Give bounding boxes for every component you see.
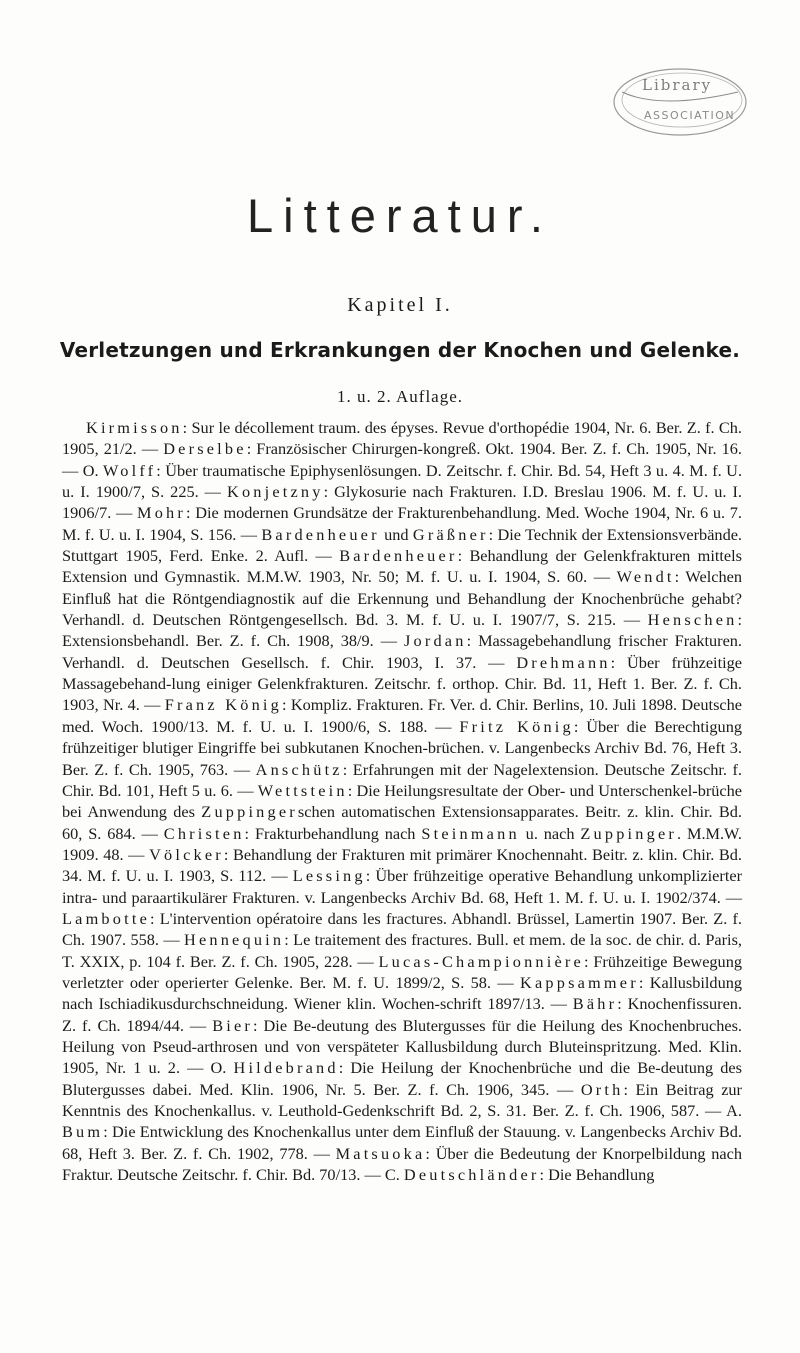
entry-text: : Kompliz. Frakturen. Fr. Ver. d. Chir. Berlins, 10. Juli 1898. Deutsche med. Woch. 1900/13. M. f. U. u. I. 1900/6, S. 188. — [62, 695, 742, 736]
entry-author: Bähr [572, 994, 618, 1014]
svg-text:ASSOCIATION: ASSOCIATION [644, 109, 736, 122]
entry-author: Konjetzny [226, 482, 324, 502]
edition-note: 1. u. 2. Auflage. [336, 387, 464, 406]
entry-author: Jordan [403, 631, 467, 651]
entry-text: : Sur le décollement traum. des épyses. Revue d'orthopédie 1904, Nr. 6. Ber. Z. f. Ch. 1905, 21/2. — [62, 418, 742, 459]
entry-author: Völcker [149, 844, 224, 864]
entry-text: : Glykosurie nach Frakturen. I.D. Breslau 1906. M. f. U. u. I. 1906/7. — [62, 482, 742, 523]
entry-author: Henschen [647, 610, 738, 630]
page-title: Litteratur. [247, 189, 553, 242]
entry-text: : Die Technik der Extensionsverbände. Stuttgart 1905, Ferd. Enke. 2. Aufl. — [62, 524, 743, 566]
entry-text: : Französischer Chirurgen-kongreß. Okt. 1904. Ber. Z. f. Ch. 1905, Nr. 16. — O. [62, 439, 742, 480]
entry-author: Wettstein [257, 780, 348, 800]
entry-text: : Über die Berechtigung frühzeitiger blutiger Eingriffe bei subkutanen Knochen-brüchen. v. Langenbecks Archiv Bd. 76, Heft 3. Ber. Z. f. Ch. 1905, 763. — [62, 716, 742, 779]
entry-text: : Extensionsbehandl. Ber. Z. f. Ch. 1908, 38/9. — [62, 610, 742, 651]
entry-text: : Über traumatische Epiphysenlösungen. D. Zeitschr. f. Chir. Bd. 54, Heft 3 u. 4. M. f. U. u. I. 1900/7, S. 225. — [62, 460, 743, 502]
entry-author: Mohr [137, 503, 187, 523]
entry-author: Bardenheuer [261, 524, 380, 544]
entry-text: : Über frühzeitige Massagebehand-lung einiger Gelenkfrakturen. Zeitschr. f. orthop. Chir. Bd. 11, Heft 1. Ber. Z. f. Ch. 1903, Nr. 4. — [62, 652, 742, 715]
entry-text: : Le traitement des fractures. Bull. et mem. de la soc. de chir. d. Paris, T. XXIX, p. 104 f. Ber. Z. f. Ch. 1905, 228. — [62, 930, 742, 971]
entry-author: Wolff [103, 460, 157, 480]
entry-text: : Ein Beitrag zur Kenntnis des Knochenkallus. v. Leuthold-Gedenkschrift Bd. 2, S. 31. Ber. Z. f. Ch. 1906, 587. — A. [62, 1079, 742, 1120]
bibliography-paragraph [62, 417, 742, 1185]
entry-author: Lessing [292, 866, 366, 886]
entry-author: Zuppinger [201, 802, 298, 822]
entry-author: Bum [62, 1122, 104, 1142]
entry-author: Kappsammer [520, 972, 639, 992]
entry-author: Anschütz [255, 759, 343, 779]
entry-author: Franz König [164, 695, 283, 715]
entry-text: : Die Be-deutung des Blutergusses für die Heilung des Knochenbruches. Heilung von Pseud-arthrosen und von verspäteter Kallusbildung durch Bluteinspritzung. Med. Klin. 1905, Nr. 1 u. 2. — O. [62, 1015, 742, 1078]
library-stamp [600, 62, 750, 140]
entry-author: Lucas-Championnière [378, 951, 584, 971]
entry-text: : Die Heilung der Knochenbrüche und die Be-deutung des Blutergusses dabei. Med. Klin. 1906, Nr. 5. Ber. Z. f. Ch. 1906, 345. — [62, 1058, 742, 1099]
entry-author: Bardenheuer [339, 546, 458, 566]
entry-author: Drehmann [516, 652, 611, 672]
entry-text: : Behandlung der Frakturen mit primärer Knochennaht. Beitr. z. klin. Chir. Bd. 34. M. f. U. u. I. 1903, S. 112. — [62, 844, 742, 886]
entry-author: Hildebrand [233, 1058, 339, 1078]
entry-author: Zuppinger [580, 823, 678, 843]
entry-text: : Die Entwicklung des Knochenkallus unter dem Einfluß der Stauung. v. Langenbecks Archiv Bd. 68, Heft 3. Ber. Z. f. Ch. 1902, 778. — [62, 1122, 742, 1163]
entry-author: Wendt [616, 567, 675, 587]
entry-text: : Welchen Einfluß hat die Röntgendiagnostik auf die Erkennung und Behandlung der Knochenbrüche gehabt? Verhandl. d. Deutschen Röntgengesellsch. Bd. 3. M. f. U. u. I. 1907/7, S. 215. — [62, 567, 742, 630]
entry-text: : Kallusbildung nach Ischiadikusdurchschneidung. Wiener klin. Wochen-schrift 1897/13. — [62, 972, 742, 1014]
entry-author: Fritz König [459, 716, 574, 736]
entry-text: : Über frühzeitige operative Behandlung unkomplizierter intra- und paraartikulärer Frakturen. v. Langenbecks Archiv Bd. 68, Heft 1. M. f. U. u. I. 1902/374. — [62, 866, 742, 907]
entry-author: Kirmisson [86, 418, 183, 437]
entry-text: : Frakturbehandlung nach [244, 823, 422, 843]
entry-author: Lambotte [62, 908, 150, 928]
entry-text: : Erfahrungen mit der Nagelextension. Deutsche Zeitschr. f. Chir. Bd. 101, Heft 5 u. 6. — [62, 759, 742, 800]
entry-author: Gräßner [412, 524, 489, 544]
entry-author: Christen [163, 823, 245, 843]
entry-author: Hennequin [183, 930, 285, 950]
entry-text: und [379, 524, 413, 544]
entry-text: : Behandlung der Gelenkfrakturen mittels Extension und Gymnastik. M.M.W. 1903, Nr. 50; M. f. U. u. I. 1904, S. 60. — [62, 546, 742, 587]
entry-text: : Die modernen Grundsätze der Frakturenbehandlung. Med. Woche 1904, Nr. 6 u. 7. M. f. U. u. I. 1904, S. 156. — [62, 503, 742, 544]
section-title: Verletzungen und Erkrankungen der Knochen und Gelenke. [59, 338, 741, 362]
entry-author: Deutschländer [403, 1165, 540, 1185]
entry-text: . M.M.W. 1909. 48. — [62, 823, 743, 864]
entry-text: : Über die Bedeutung der Knorpelbildung nach Fraktur. Deutsche Zeitschr. f. Chir. Bd. 70/13. — C. [62, 1143, 743, 1185]
entry-text: : Massagebehandlung frischer Frakturen. Verhandl. d. Deutschen Gesellsch. f. Chir. 1903, I. 37. — [62, 631, 743, 672]
entry-author: Matsuoka [335, 1143, 426, 1163]
entry-text: : Frühzeitige Bewegung verletzter oder operierter Gelenke. Ber. M. f. U. 1899/2, S. 58. — [62, 951, 742, 992]
library-stamp-icon [600, 62, 750, 140]
entry-text: : Knochenfissuren. Z. f. Ch. 1894/44. — [62, 994, 743, 1035]
entry-text: u. nach [519, 823, 581, 843]
entry-author: Orth [580, 1079, 624, 1099]
svg-text:Library: Library [642, 76, 713, 94]
entry-text: : Die Behandlung [539, 1165, 655, 1185]
entry-author: Bier [212, 1015, 254, 1035]
entry-author: Derselbe [163, 439, 247, 459]
entry-text: : Die Heilungsresultate der Ober- und Unterschenkel-brüche bei Anwendung des [62, 780, 743, 822]
chapter-heading: Kapitel I. [347, 294, 453, 316]
entry-author: Steinmann [421, 823, 520, 843]
entry-text: schen automatischen Extensionsapparates. Beitr. z. klin. Chir. Bd. 60, S. 684. — [62, 802, 742, 843]
entry-text: : L'intervention opératoire dans les fractures. Abhandl. Brüssel, Lamertin 1907. Ber. Z. f. Ch. 1907. 558. — [62, 908, 742, 950]
